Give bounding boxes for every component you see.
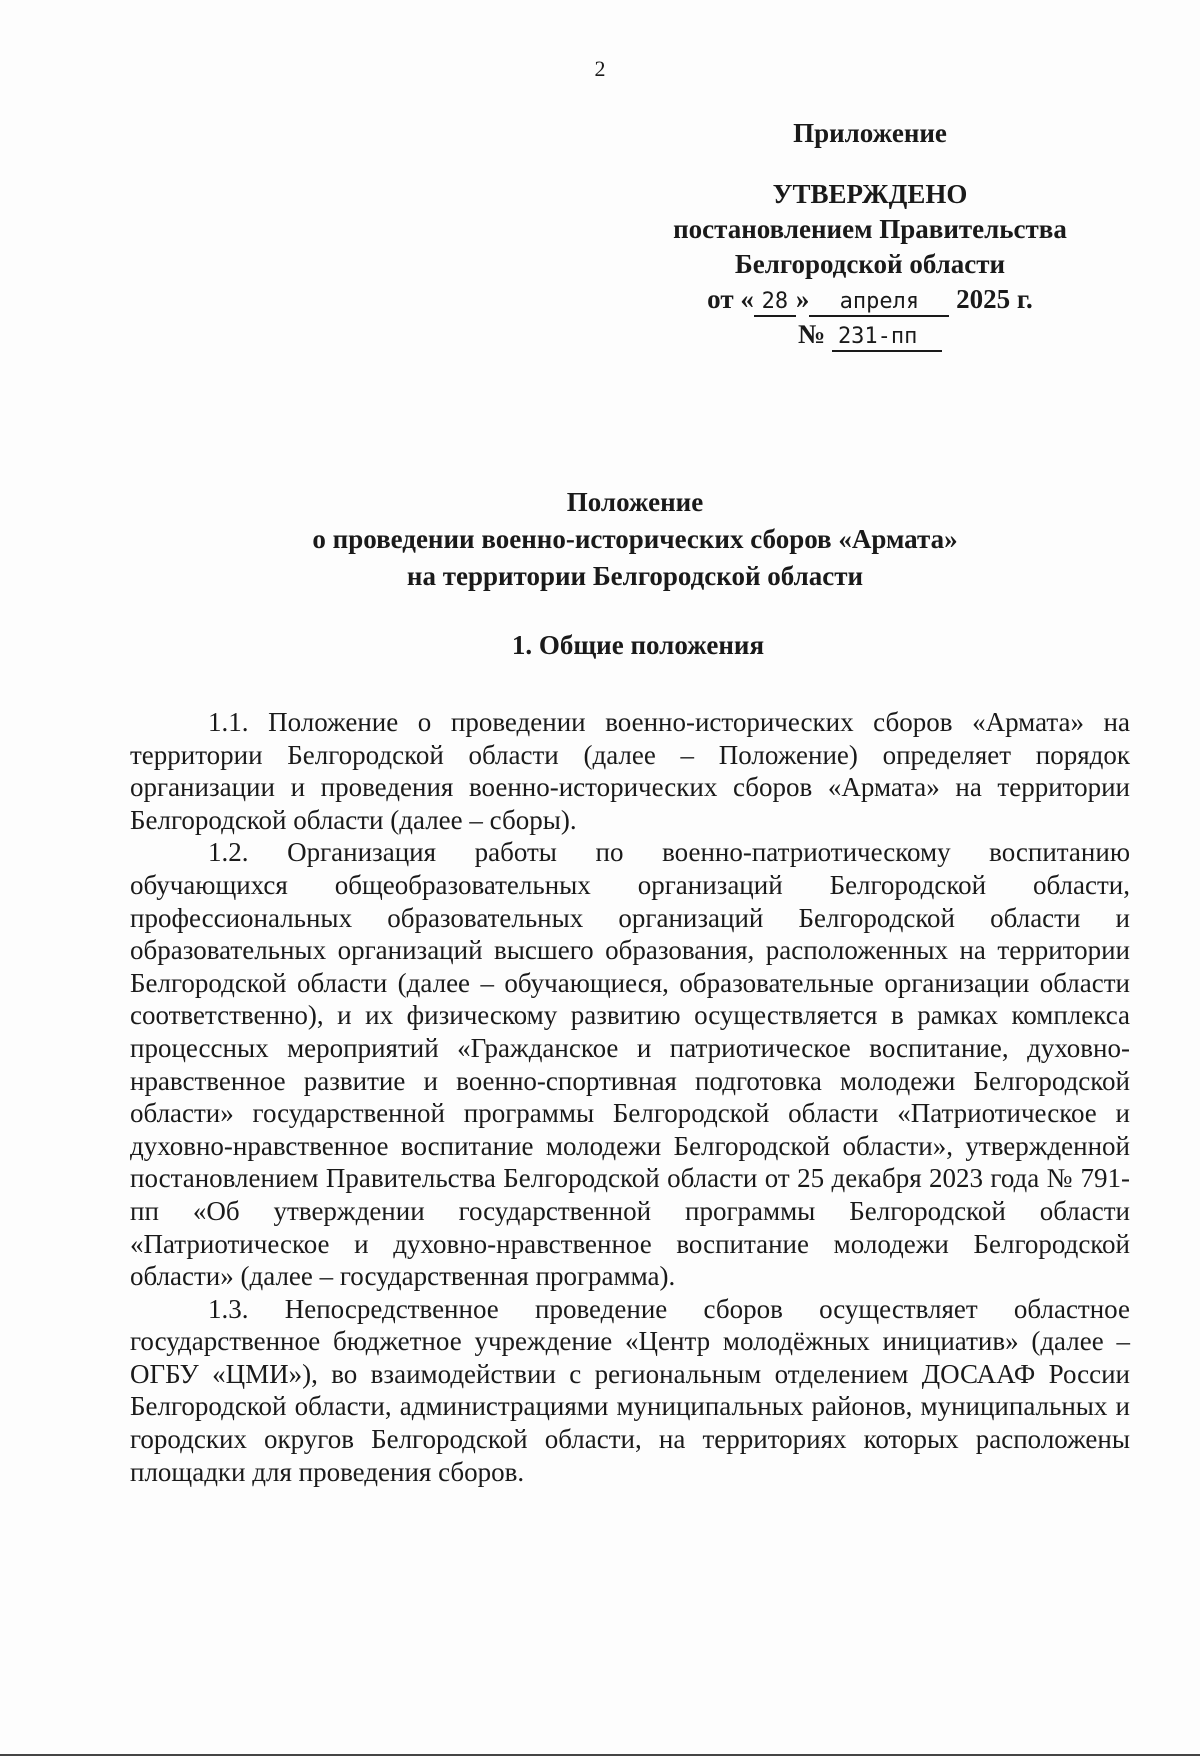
- title-line-1: Положение: [566, 487, 704, 517]
- approval-date: [640, 282, 1100, 317]
- approval-line-region: Белгородской области: [734, 249, 1006, 279]
- number-value: 231-пп: [832, 324, 942, 352]
- date-prefix: от «: [707, 284, 754, 314]
- page-number: 2: [594, 56, 606, 81]
- paragraph-1-3: 1.3. Непосредственное проведение сборов осуществляет областное государственное бюджетное учреждение «Центр молодёжных инициатив» (далее – ОГБУ «ЦМИ»), во взаимодействии с региональным отделением ДОСААФ России Белгородской области, администрациями муниципальных районов, муниципальных и городских округов Белгородской области, на территориях которых расположены площадки для проведения сборов.: [130, 1293, 1130, 1487]
- title-line-2: о проведении военно-исторических сборов «Армата»: [312, 524, 958, 554]
- date-day: 28: [754, 289, 796, 317]
- approval-number: [640, 317, 1100, 352]
- document-body: [130, 706, 1130, 1488]
- paragraph-1-2: 1.2. Организация работы по военно-патриотическому воспитанию обучающихся общеобразовательных организаций Белгородской области, профессиональных образовательных организаций Белгородской области и образовательных организаций высшего образования, расположенных на территории Белгородской области (далее – обучающиеся, образовательные организации области соответственно), и их физическому развитию осуществляется в рамках комплекса процессных мероприятий «Гражданское и патриотическое воспитание, духовно-нравственное развитие и военно-спортивная подготовка молодежи Белгородской области» государственной программы Белгородской области «Патриотическое и духовно-нравственное воспитание молодежи Белгородской области», утвержденной постановлением Правительства Белгородской области от 25 декабря 2023 года № 791-пп «Об утверждении государственной программы Белгородской области «Патриотическое и духовно-нравственное воспитание молодежи Белгородской области» (далее – государственная программа).: [130, 837, 1130, 1292]
- title-line-3: на территории Белгородской области: [406, 561, 864, 591]
- date-month: апреля: [809, 289, 949, 317]
- approval-block: [640, 116, 1100, 352]
- paragraph-1-1: 1.1. Положение о проведении военно-исторических сборов «Армата» на территории Белгородской области (далее – Положение) определяет порядок организации и проведения военно-исторических сборов «Армата» на территории Белгородской области (далее – сборы).: [130, 707, 1130, 835]
- section-heading: 1. Общие положения: [511, 630, 765, 660]
- date-year: 2025 г.: [956, 284, 1033, 314]
- bottom-edge-line: [0, 1754, 1200, 1756]
- approved-label: УТВЕРЖДЕНО: [772, 179, 968, 209]
- appendix-label: Приложение: [793, 118, 947, 148]
- approval-line-resolution: постановлением Правительства: [673, 214, 1067, 244]
- date-mid: »: [795, 284, 810, 314]
- document-title: [0, 484, 1200, 595]
- number-prefix: №: [798, 319, 826, 349]
